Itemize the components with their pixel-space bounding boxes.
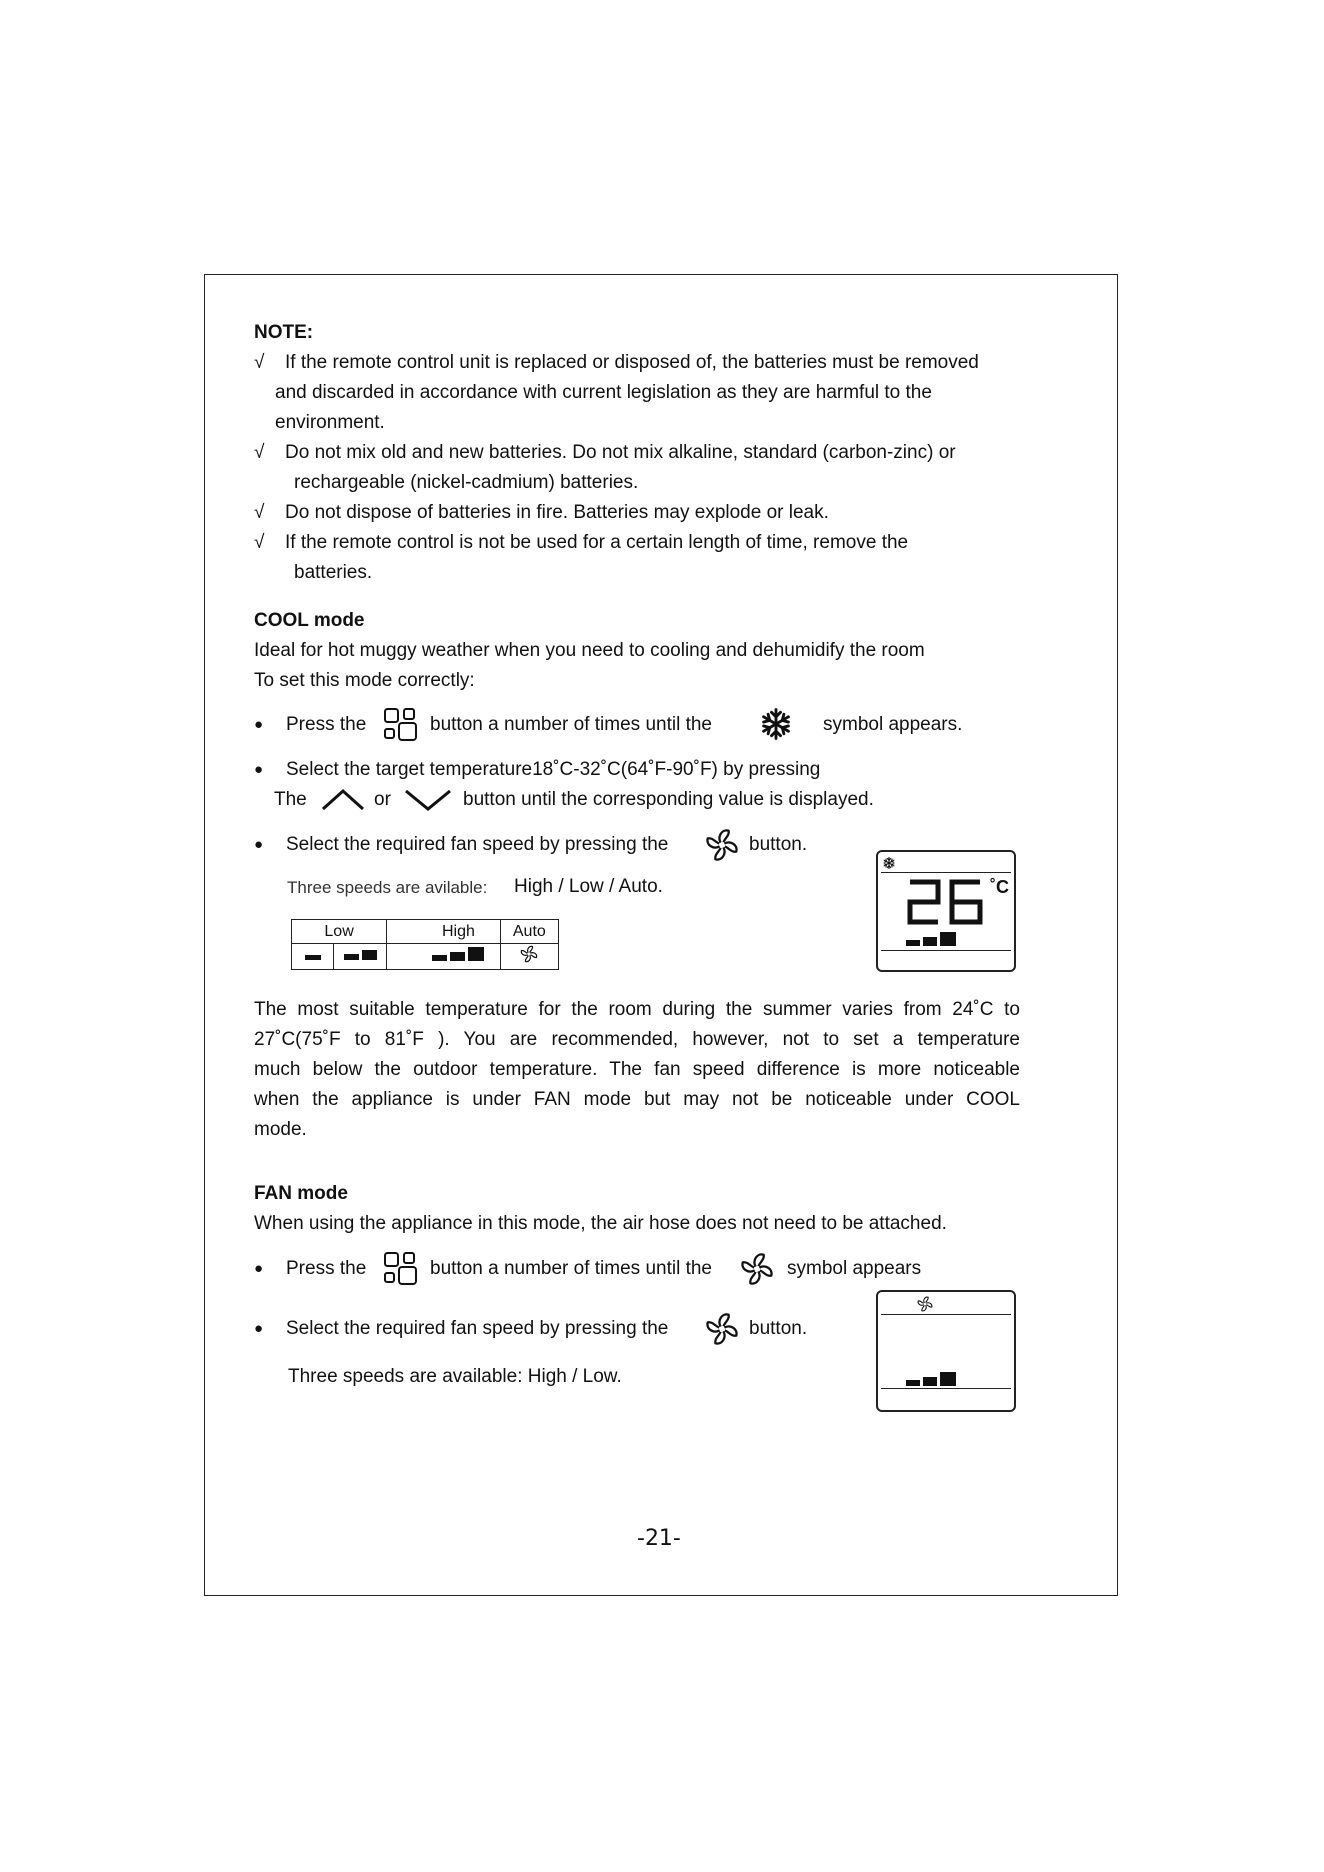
fan-icon <box>738 1250 776 1288</box>
cool-para-line-3: much below the outdoor temperature. The fan speed difference is more noticeable <box>254 1059 1020 1080</box>
mode-button-icon <box>383 707 419 743</box>
fan-heading: FAN mode <box>254 1183 348 1204</box>
down-arrow-icon <box>403 787 453 813</box>
cool-b1-pre: Press the <box>286 714 367 735</box>
note-item-1-line-2: and discarded in accordance with current legislation as they are harmful to the <box>275 382 932 403</box>
cool-b2-or: or <box>374 789 391 810</box>
high-bar-icon <box>387 944 501 970</box>
low-2-bar-icon <box>334 944 387 970</box>
check-mark: √ <box>254 532 265 553</box>
lcd-temperature-digits <box>906 878 986 926</box>
table-header-high: High <box>387 920 501 944</box>
note-item-2-line-2: rechargeable (nickel-cadmium) batteries. <box>294 472 639 493</box>
check-mark: √ <box>254 502 265 523</box>
fan-b1-post: symbol appears <box>787 1258 922 1279</box>
cool-intro-1: Ideal for hot muggy weather when you need to cooling and dehumidify the room <box>254 640 925 661</box>
mode-button-icon <box>383 1251 419 1287</box>
fan-lcd-display <box>876 1290 1016 1412</box>
cool-b1-post: symbol appears. <box>823 714 963 735</box>
cool-b2-the: The <box>274 789 307 810</box>
cool-b3-post: button. <box>749 834 808 855</box>
lcd-fan-speed-bars <box>906 932 960 946</box>
lcd-fan-speed-bars <box>906 1372 960 1386</box>
cool-para-line-2: 27˚C(75˚F to 81˚F ). You are recommended, however, not to set a temperature <box>254 1029 1020 1050</box>
bullet: ● <box>254 716 264 733</box>
up-arrow-icon <box>320 787 366 813</box>
fan-b2-pre: Select the required fan speed by pressing the <box>286 1318 669 1339</box>
lcd-unit: ˚C <box>990 877 1009 897</box>
cool-b2-post: button until the corresponding value is displayed. <box>463 789 874 810</box>
lcd-fan-icon <box>916 1295 934 1313</box>
note-item-4-line-2: batteries. <box>294 562 373 583</box>
note-heading: NOTE: <box>254 322 314 343</box>
page-number: -21- <box>637 1526 681 1551</box>
bullet: ● <box>254 836 264 853</box>
fan-b1-mid: button a number of times until the <box>430 1258 712 1279</box>
cool-intro-2: To set this mode correctly: <box>254 670 475 691</box>
lcd-snowflake-icon <box>882 856 896 870</box>
check-mark: √ <box>254 442 265 463</box>
fan-speed-table <box>291 919 559 970</box>
cool-speeds-value: High / Low / Auto. <box>514 876 663 897</box>
cool-speeds-pre: Three speeds are avilable: <box>287 878 488 897</box>
fan-b2-post: button. <box>749 1318 808 1339</box>
check-mark: √ <box>254 352 265 373</box>
bullet: ● <box>254 1320 264 1337</box>
note-item-1-line-3: environment. <box>275 412 385 433</box>
low-1-bar-icon <box>292 944 334 970</box>
note-item-3-line-1: Do not dispose of batteries in fire. Batteries may explode or leak. <box>285 502 829 523</box>
fan-button-icon <box>703 826 741 864</box>
fan-button-icon <box>703 1310 741 1348</box>
cool-para-line-1: The most suitable temperature for the room during the summer varies from 24˚C to <box>254 999 1020 1020</box>
table-header-low: Low <box>292 920 387 944</box>
cool-para-line-4: when the appliance is under FAN mode but may not be noticeable under COOL <box>254 1089 1020 1110</box>
cool-para-line-5: mode. <box>254 1119 307 1140</box>
fan-intro: When using the appliance in this mode, the air hose does not need to be attached. <box>254 1213 947 1234</box>
bullet: ● <box>254 761 264 778</box>
bullet: ● <box>254 1260 264 1277</box>
note-item-2-line-1: Do not mix old and new batteries. Do not mix alkaline, standard (carbon-zinc) or <box>285 442 956 463</box>
note-item-1-line-1: If the remote control unit is replaced or disposed of, the batteries must be removed <box>285 352 979 373</box>
snowflake-icon <box>758 706 794 742</box>
cool-b3-pre: Select the required fan speed by pressing the <box>286 834 669 855</box>
fan-b1-pre: Press the <box>286 1258 367 1279</box>
auto-fan-icon <box>500 944 558 970</box>
note-item-4-line-1: If the remote control is not be used for a certain length of time, remove the <box>285 532 909 553</box>
cool-b2-line-1: Select the target temperature18˚C-32˚C(64˚F-90˚F) by pressing <box>286 759 821 780</box>
fan-speeds: Three speeds are available: High / Low. <box>288 1366 622 1387</box>
table-header-auto: Auto <box>500 920 558 944</box>
cool-lcd-display <box>876 850 1016 972</box>
cool-heading: COOL mode <box>254 610 365 631</box>
cool-b1-mid: button a number of times until the <box>430 714 712 735</box>
